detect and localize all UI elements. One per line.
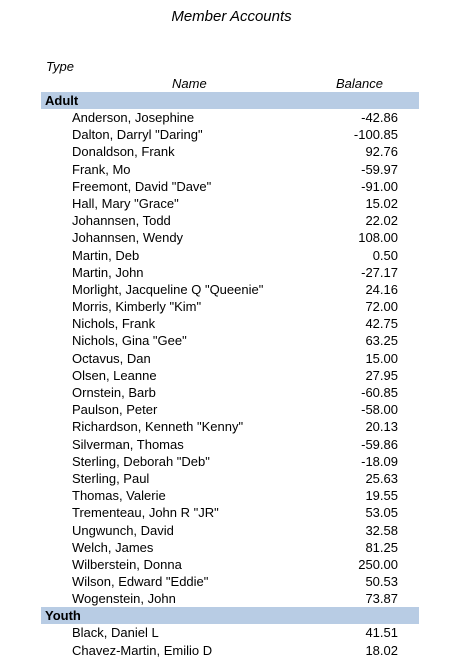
member-name: Sterling, Paul xyxy=(72,470,150,486)
member-name: Richardson, Kenneth "Kenny" xyxy=(72,419,244,435)
member-balance: 73.87 xyxy=(365,591,398,607)
member-name: Welch, James xyxy=(72,539,154,555)
member-balance: 108.00 xyxy=(358,230,398,246)
member-name: Johannsen, Todd xyxy=(72,213,171,229)
member-name: Morlight, Jacqueline Q "Queenie" xyxy=(72,281,264,297)
member-accounts-list xyxy=(0,92,467,659)
member-name: Nichols, Frank xyxy=(72,316,156,332)
member-balance: 25.63 xyxy=(365,470,398,486)
table-row xyxy=(0,229,467,246)
table-row xyxy=(0,315,467,332)
table-row xyxy=(0,212,467,229)
table-row xyxy=(0,642,467,659)
member-balance: 50.53 xyxy=(365,574,398,590)
member-name: Wogenstein, John xyxy=(72,591,176,607)
member-balance: 92.76 xyxy=(365,144,398,160)
member-name: Frank, Mo xyxy=(72,161,131,177)
table-row xyxy=(0,126,467,143)
member-name: Hall, Mary "Grace" xyxy=(72,195,179,211)
table-row xyxy=(0,143,467,160)
table-row xyxy=(0,178,467,195)
member-balance: 53.05 xyxy=(365,505,398,521)
member-balance: -91.00 xyxy=(361,178,398,194)
name-column-header: Name xyxy=(172,76,207,91)
table-row xyxy=(0,350,467,367)
group-header: Youth xyxy=(41,607,419,624)
balance-column-header: Balance xyxy=(336,76,383,91)
member-balance: 19.55 xyxy=(365,488,398,504)
member-name: Olsen, Leanne xyxy=(72,367,157,383)
member-name: Sterling, Deborah "Deb" xyxy=(72,453,210,469)
member-balance: -42.86 xyxy=(361,110,398,125)
table-row xyxy=(0,109,467,126)
member-balance: -27.17 xyxy=(361,264,398,280)
table-row xyxy=(0,590,467,607)
member-balance: 81.25 xyxy=(365,539,398,555)
member-balance: 32.58 xyxy=(365,522,398,538)
member-balance: -60.85 xyxy=(361,385,398,400)
member-name: Morris, Kimberly "Kim" xyxy=(72,299,202,315)
member-name: Martin, Deb xyxy=(72,247,140,263)
member-name: Freemont, David "Dave" xyxy=(72,178,212,194)
member-name: Ornstein, Barb xyxy=(72,385,156,400)
table-row xyxy=(0,573,467,590)
table-row xyxy=(0,384,467,401)
table-row xyxy=(0,624,467,641)
member-balance: -59.86 xyxy=(361,436,398,452)
member-balance: 0.50 xyxy=(372,247,398,263)
member-name: Nichols, Gina "Gee" xyxy=(72,333,187,349)
member-balance: 24.16 xyxy=(365,281,398,297)
member-name: Chavez-Martin, Emilio D xyxy=(72,642,213,658)
member-name: Silverman, Thomas xyxy=(72,436,184,452)
report-title: Member Accounts xyxy=(171,8,292,25)
member-balance: 42.75 xyxy=(365,316,398,332)
type-column-label: Type xyxy=(46,59,74,74)
table-row xyxy=(0,453,467,470)
table-row xyxy=(0,264,467,281)
member-balance: 63.25 xyxy=(365,333,398,349)
member-name: Anderson, Josephine xyxy=(72,110,195,125)
member-balance: 18.02 xyxy=(365,642,398,658)
table-row xyxy=(0,281,467,298)
member-name: Black, Daniel L xyxy=(72,625,159,641)
table-row xyxy=(0,436,467,453)
member-balance: 20.13 xyxy=(365,419,398,435)
table-row xyxy=(0,298,467,315)
member-balance: 22.02 xyxy=(365,213,398,229)
member-balance: -100.85 xyxy=(353,127,398,143)
table-row xyxy=(0,522,467,539)
member-balance: 250.00 xyxy=(358,556,398,572)
member-name: Wilson, Edward "Eddie" xyxy=(72,574,209,590)
member-name: Donaldson, Frank xyxy=(72,144,175,160)
member-name: Thomas, Valerie xyxy=(72,488,166,504)
member-name: Wilberstein, Donna xyxy=(72,556,182,572)
table-row xyxy=(0,487,467,504)
member-balance: 15.00 xyxy=(365,350,398,366)
table-row xyxy=(0,247,467,264)
table-row xyxy=(0,401,467,418)
table-row xyxy=(0,418,467,435)
member-name: Trementeau, John R "JR" xyxy=(72,505,219,521)
member-balance: 27.95 xyxy=(365,367,398,383)
member-balance: 41.51 xyxy=(365,625,398,641)
member-balance: -58.00 xyxy=(361,402,398,418)
member-name: Martin, John xyxy=(72,264,144,280)
table-row xyxy=(0,470,467,487)
table-row xyxy=(0,332,467,349)
member-name: Dalton, Darryl "Daring" xyxy=(72,127,203,143)
table-row xyxy=(0,161,467,178)
member-balance: -18.09 xyxy=(361,453,398,469)
member-name: Octavus, Dan xyxy=(72,350,151,366)
member-balance: 15.02 xyxy=(365,195,398,211)
group-header: Adult xyxy=(41,92,419,109)
member-balance: 72.00 xyxy=(365,299,398,315)
table-row xyxy=(0,556,467,573)
member-balance: -59.97 xyxy=(361,161,398,177)
member-name: Ungwunch, David xyxy=(72,522,174,538)
table-row xyxy=(0,367,467,384)
member-name: Paulson, Peter xyxy=(72,402,158,418)
table-row xyxy=(0,195,467,212)
table-row xyxy=(0,504,467,521)
member-name: Johannsen, Wendy xyxy=(72,230,184,246)
table-row xyxy=(0,539,467,556)
